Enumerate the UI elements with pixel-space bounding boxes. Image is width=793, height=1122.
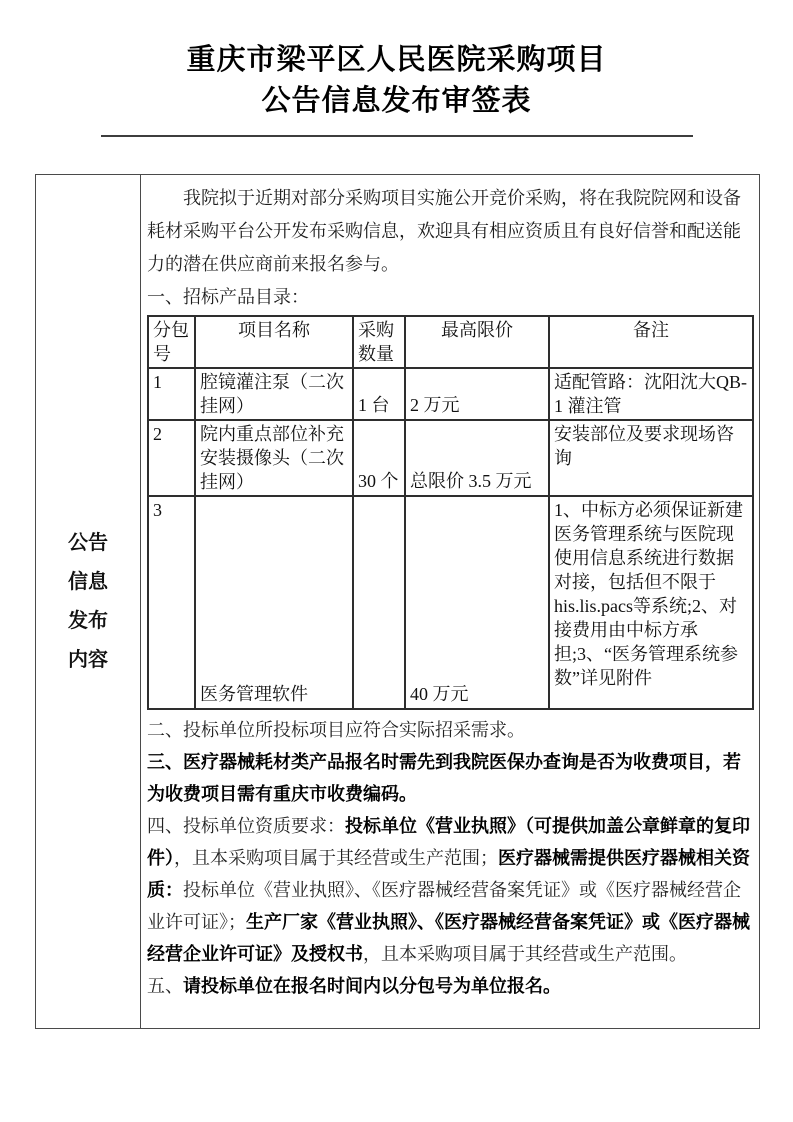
col-header-item-name: 项目名称 — [195, 316, 353, 368]
row-label-word: 内容 — [68, 648, 108, 671]
table-row — [148, 420, 753, 496]
cell-package-no: 2 — [148, 420, 195, 496]
announcement-row — [36, 175, 760, 1029]
cell-package-no: 1 — [148, 368, 195, 420]
cell-item-name: 院内重点部位补充安装摄像头（二次挂网） — [195, 420, 353, 496]
clause-3: 三、医疗器械耗材类产品报名时需先到我院医保办查询是否为收费项目，若为收费项目需有重庆市收费编码。 — [147, 752, 741, 804]
title-underline — [101, 135, 693, 137]
row-label-word: 发布 — [68, 609, 108, 632]
clause-4 — [147, 810, 754, 970]
clause-text-segment: 投标单位《营业执照》、《医疗器械经营备案凭证》或《医疗器械经营企业许可证》； — [147, 880, 741, 932]
row-label-cell — [36, 175, 141, 1029]
clause-5 — [147, 970, 754, 1002]
clause-2: 二、投标单位所投标项目应符合实际招采需求。 — [147, 720, 525, 740]
clause-text-segment: ，且本采购项目属于其经营或生产范围。 — [363, 944, 687, 964]
cell-price-limit: 总限价 3.5 万元 — [405, 420, 549, 496]
approval-form-table — [35, 174, 760, 1029]
row-label-word: 信息 — [68, 570, 108, 593]
cell-remark: 适配管路：沈阳沈大QB-1 灌注管 — [549, 368, 753, 420]
cell-price-limit: 40 万元 — [405, 496, 549, 709]
cell-package-no: 3 — [148, 496, 195, 709]
catalog-table — [147, 315, 754, 710]
table-row — [148, 368, 753, 420]
title-block — [0, 0, 793, 137]
page-title-line1: 重庆市梁平区人民医院采购项目 — [186, 44, 607, 76]
cell-quantity — [353, 496, 405, 709]
table-row — [148, 496, 753, 709]
catalog-heading: 一、招标产品目录： — [147, 287, 309, 307]
cell-item-name: 腔镜灌注泵（二次挂网） — [195, 368, 353, 420]
clause-text-segment: 四、投标单位资质要求： — [147, 816, 345, 836]
cell-remark: 1、中标方必须保证新建医务管理系统与医院现使用信息系统进行数据对接，包括但不限于his.lis.pacs等系统;2、对接费用由中标方承担;3、“医务管理系统参数”详见附件 — [549, 496, 753, 709]
cell-quantity: 1 台 — [353, 368, 405, 420]
intro-paragraph: 我院拟于近期对部分采购项目实施公开竞价采购，将在我院院网和设备耗材采购平台公开发布采购信息，欢迎具有相应资质且有良好信誉和配送能力的潜在供应商前来报名参与。 — [147, 188, 741, 274]
col-header-price-limit: 最高限价 — [405, 316, 549, 368]
page-title-line2: 公告信息发布审签表 — [261, 85, 532, 117]
announcement-content-cell — [141, 175, 760, 1029]
catalog-header-row — [148, 316, 753, 368]
col-header-remark: 备注 — [549, 316, 753, 368]
col-header-quantity: 采购数量 — [353, 316, 405, 368]
clause-text-segment: ，且本采购项目属于其经营或生产范围； — [174, 848, 498, 868]
cell-remark: 安装部位及要求现场咨询 — [549, 420, 753, 496]
col-header-package-no: 分包号 — [148, 316, 195, 368]
clause-bold-segment: 请投标单位在报名时间内以分包号为单位报名。 — [183, 976, 561, 996]
row-label-word: 公告 — [68, 531, 108, 554]
clause-bold-segment: 医疗器械需提供医疗器械相关资质： — [147, 848, 750, 900]
cell-price-limit: 2 万元 — [405, 368, 549, 420]
clause-bold-segment: 生产厂家《营业执照》、《医疗器械经营备案凭证》或《医疗器械经营企业许可证》及授权书 — [147, 912, 750, 964]
clause-bold-segment: 投标单位《营业执照》（可提供加盖公章鲜章的复印件） — [147, 816, 750, 868]
cell-item-name: 医务管理软件 — [195, 496, 353, 709]
clause-text-segment: 五、 — [147, 976, 183, 996]
cell-quantity: 30 个 — [353, 420, 405, 496]
